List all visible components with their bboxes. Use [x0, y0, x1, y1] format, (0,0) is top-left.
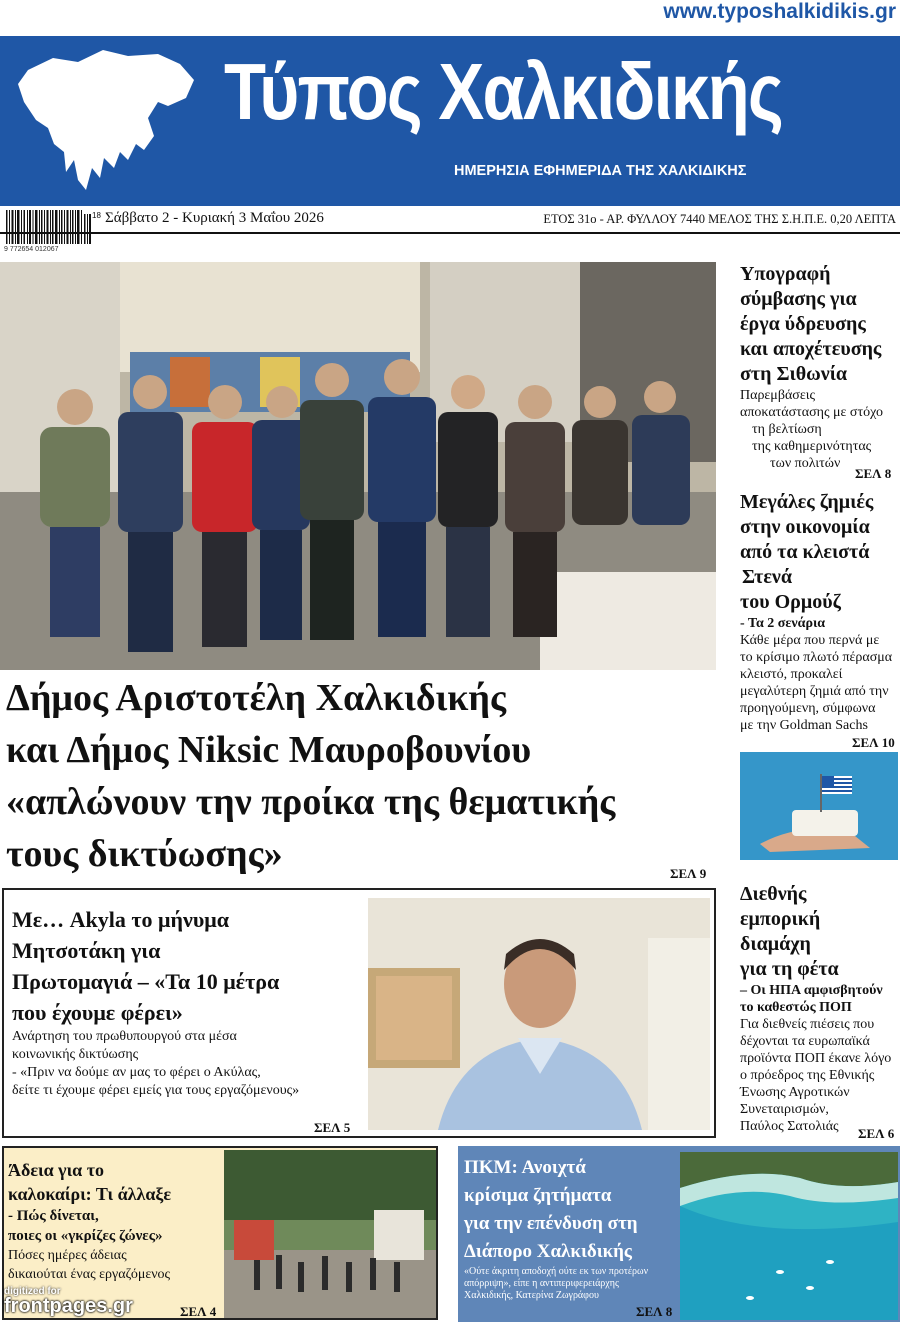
story-headline-line: Υπογραφή [740, 263, 831, 285]
leave-page-ref: ΣΕΛ 4 [180, 1304, 217, 1319]
story2-page-ref: ΣΕΛ 10 [852, 735, 895, 750]
leave-story-text [8, 1158, 226, 1284]
chalkidiki-map-icon [8, 40, 208, 204]
story-headline-line: που έχουμε φέρει» [12, 1000, 183, 1025]
story-text-line: κοινωνικής δικτύωσης [12, 1047, 139, 1062]
story-text-line: με την Goldman Sachs [740, 718, 868, 733]
story-text-line: Συνεταιρισμών, [740, 1102, 829, 1117]
story-headline-line: Διάπορο Χαλκιδικής [464, 1241, 632, 1262]
story-text-line: των πολιτών [770, 456, 841, 471]
story-headline-line: ΠΚΜ: Ανοιχτά [464, 1157, 586, 1178]
story-text-line: Ανάρτηση του πρωθυπουργού στα μέσα [12, 1029, 237, 1044]
mitsotakis-illustration [368, 898, 710, 1130]
story-headline-line: Στενά [742, 566, 792, 588]
sidebar-story-feta[interactable] [740, 882, 900, 1135]
story-text-line: - «Πριν να δούμε αν μας το φέρει ο Ακύλας, [12, 1065, 261, 1080]
story-sub-line: το καθεστώς ΠΟΠ [740, 1000, 852, 1015]
newspaper-title: Τύπος Χαλκιδικής [224, 47, 783, 136]
story-text-line: Πόσες ημέρες άδειας [8, 1248, 127, 1263]
akyla-page-ref: ΣΕΛ 5 [314, 1120, 351, 1135]
story-sub-line: - Τα 2 σενάρια [740, 616, 826, 631]
issue-info: ΕΤΟΣ 31ο - ΑΡ. ΦΥΛΛΟΥ 7440 ΜΕΛΟΣ ΤΗΣ Σ.Η.Π.Ε. 0,20 ΛΕΠΤΑ [543, 212, 896, 226]
story-headline-line: και αποχέτευσης [740, 338, 882, 360]
diaporos-photo [680, 1152, 898, 1320]
dateline: Σάββατο 2 - Κυριακή 3 Μαΐου 2026 [105, 210, 324, 226]
story-headline-line: σύμβασης για [740, 288, 857, 310]
story-text-line: προϊόντα ΠΟΠ έκανε λόγο [740, 1051, 892, 1066]
story-sub-line: – Οι ΗΠΑ αμφισβητούν [740, 983, 883, 998]
story-text-line: Παύλος Σατολιάς [740, 1119, 839, 1134]
feta-illustration [740, 752, 898, 860]
story-text-line: προηγούμενη, σύμφωνα [740, 701, 876, 716]
sidebar-story-hormuz[interactable] [740, 490, 900, 734]
diaporos-story-text [464, 1154, 684, 1302]
story-headline-line: Με… Akyla το μήνυμα [12, 907, 230, 932]
story1-page-ref: ΣΕΛ 8 [855, 466, 892, 481]
story-text-line: δέχονται τα ευρωπαϊκά [740, 1034, 870, 1049]
story-headline-line: για την επένδυση στη [464, 1213, 638, 1234]
story-text-line: απόρριψη», είπε η αντιπεριφερειάρχης [464, 1278, 619, 1289]
story-headline-line: έργα ύδρευσης [740, 313, 866, 335]
main-headline-line: «απλώνουν την προίκα της θεματικής [6, 781, 616, 823]
story-text-line: το κρίσιμο πλωτό πέρασμα [740, 650, 893, 665]
story-text-line: κλειστό, προκαλεί [740, 667, 843, 682]
story-text-line: «Ούτε άκριτη αποδοχή ούτε εκ των προτέρων [464, 1266, 649, 1277]
story-headline-line: Πρωτομαγιά – «Τα 10 μέτρα [12, 969, 280, 994]
watermark [4, 1286, 133, 1315]
barcode [4, 210, 100, 250]
story-text-line: Ένωσης Αγροτικών [740, 1085, 850, 1100]
barcode-digits: 9 772654 012067 [4, 246, 59, 253]
sidebar-story-water[interactable] [740, 262, 900, 472]
akyla-story-box[interactable] [2, 888, 716, 1138]
story-headline-line: στη Σιθωνία [740, 363, 848, 385]
masthead [0, 36, 900, 206]
story-text-line: μεγαλύτερη ζημιά από την [740, 684, 889, 699]
story-text-line: Για διεθνείς πιέσεις που [740, 1017, 875, 1032]
story-text-line: αποκατάστασης με στόχο [740, 405, 884, 420]
story-text-line: Κάθε μέρα που περνά με [740, 633, 880, 648]
story-headline-line: του Ορμούζ [740, 591, 841, 613]
site-url[interactable]: www.typoshalkidikis.gr [663, 0, 896, 23]
story3-page-ref: ΣΕΛ 6 [858, 1126, 895, 1141]
story-headline-line: κρίσιμα ζητήματα [464, 1185, 612, 1206]
akyla-story-text [12, 904, 362, 1100]
main-photo-illustration [0, 262, 716, 670]
main-headline-line: τους δικτύωσης» [6, 833, 283, 875]
story-headline-line: διαμάχη [740, 933, 811, 955]
watermark-line1: digitized for [4, 1286, 61, 1297]
mitsotakis-photo [368, 898, 710, 1130]
story-text-line: τη βελτίωση [752, 422, 822, 437]
story-text-line: Χαλκιδικής, Κατερίνα Ζωγράφου [464, 1290, 599, 1301]
story-headline-line: Μητσοτάκη για [12, 938, 161, 963]
story-sub-line: - Πώς δίνεται, [8, 1208, 99, 1224]
main-story-photo [0, 262, 716, 670]
story-headline-line: Διεθνής [740, 883, 807, 905]
diaporos-page-ref: ΣΕΛ 8 [636, 1304, 673, 1319]
main-headline-line: και Δήμος Niksic Μαυροβουνίου [6, 729, 532, 771]
story-headline-line: Άδεια για το [8, 1160, 105, 1180]
beach-crowd-illustration [224, 1150, 436, 1318]
beach-crowd-photo [224, 1150, 436, 1318]
main-headline[interactable] [6, 672, 716, 880]
watermark-line2: frontpages.gr [4, 1295, 133, 1317]
main-page-ref: ΣΕΛ 9 [670, 866, 707, 881]
diaporos-story-box[interactable] [458, 1146, 900, 1322]
story-sub-line: ποιες οι «γκρίζες ζώνες» [8, 1228, 163, 1244]
story-headline-line: για τη φέτα [740, 958, 839, 980]
story-text-line: της καθημερινότητας [752, 439, 872, 454]
newspaper-subtitle: ΗΜΕΡΗΣΙΑ ΕΦΗΜΕΡΙΔΑ ΤΗΣ ΧΑΛΚΙΔΙΚΗΣ [454, 163, 747, 179]
story-headline-line: από τα κλειστά [740, 541, 870, 563]
diaporos-illustration [680, 1152, 898, 1320]
story-headline-line: καλοκαίρι: Τι άλλαξε [8, 1184, 172, 1204]
main-headline-line: Δήμος Αριστοτέλη Χαλκιδικής [6, 677, 507, 719]
story-text-line: ο πρόεδρος της Εθνικής [740, 1068, 875, 1083]
feta-photo [740, 752, 898, 860]
story-text-line: Παρεμβάσεις [740, 388, 816, 403]
story-text-line: δικαιούται ένας εργαζόμενος [8, 1267, 171, 1282]
barcode-issue-no: 18 [92, 211, 101, 220]
story-headline-line: στην οικονομία [740, 516, 870, 538]
divider [0, 232, 900, 234]
story-headline-line: εμπορική [740, 908, 821, 930]
story-headline-line: Μεγάλες ζημιές [740, 491, 874, 513]
story-text-line: δείτε τι έχουμε φέρει εμείς για τους εργαζόμενους» [12, 1083, 300, 1098]
